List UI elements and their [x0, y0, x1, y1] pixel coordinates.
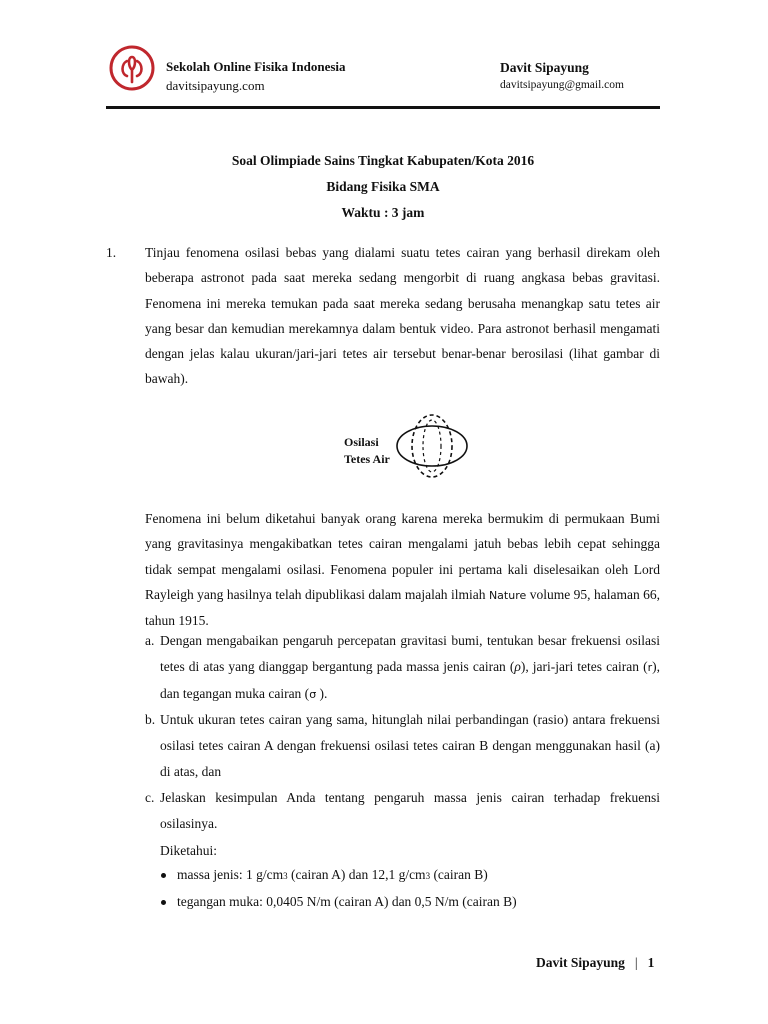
- document-title: [106, 148, 660, 226]
- surface-tension-text: tegangan muka: 0,0405 N/m (cairan A) dan 0,5 N/m (cairan B): [177, 894, 517, 909]
- subquestion-a: [145, 628, 660, 708]
- subquestion-c-text: Jelaskan kesimpulan Anda tentang pengaruh massa jenis cairan terhadap frekuensi osilasinya.: [160, 790, 660, 831]
- footer-separator: |: [634, 955, 638, 970]
- page-number: 1: [647, 955, 655, 970]
- subquestion-a-letter: a.: [145, 633, 155, 648]
- drop-horizontal-ellipse: [397, 426, 467, 466]
- known-item-density: [160, 862, 517, 889]
- figure-label-line-2: Tetes Air: [344, 452, 390, 466]
- figure-label-line-1: Osilasi: [344, 435, 379, 449]
- journal-name: Nature: [488, 588, 527, 602]
- bullet-icon: [161, 900, 166, 905]
- oscillating-drop-figure: [394, 412, 470, 480]
- context-paragraph: [145, 506, 660, 633]
- question-number: 1.: [106, 245, 117, 260]
- header-divider: [106, 106, 660, 109]
- bullet-icon: [161, 873, 166, 878]
- density-exponent-1: 3: [283, 871, 288, 881]
- sigma-symbol: σ: [309, 688, 317, 701]
- r-symbol: r: [647, 661, 653, 674]
- phi-logo-icon: [108, 44, 156, 92]
- sub-a-text-3: ), dan tegangan muka cairan (: [160, 659, 660, 701]
- subquestion-c: [145, 785, 660, 837]
- author-email: davitsipayung@gmail.com: [500, 79, 624, 91]
- rho-symbol: ρ: [514, 659, 521, 674]
- title-line-1: Soal Olimpiade Sains Tingkat Kabupaten/Kota 2016: [231, 153, 535, 168]
- subquestion-b: [145, 707, 660, 785]
- footer-author: Davit Sipayung: [536, 955, 625, 970]
- figure-label: [344, 434, 390, 468]
- sub-a-text-2: ), jari-jari tetes cairan (: [520, 659, 648, 674]
- question-intro: Tinjau fenomena osilasi bebas yang dialami suatu tetes cairan yang berhasil direkam oleh beberapa astronot pada saat mereka sedang mengorbit di ruang angkasa bebas gravitasi. Fenomena ini mereka temukan pada saat mereka sedang berusaha menangkap satu tetes air yang besar dan kemudian merekamnya dalam bentuk video. Para astronot berhasil mengamati dengan jelas kalau ukuran/jari-jari tetes air tersebut benar-benar berosilasi (lihat gambar di bawah).: [145, 245, 660, 387]
- title-line-2: Bidang Fisika SMA: [326, 179, 440, 194]
- context-text-before: Fenomena ini belum diketahui banyak orang karena mereka bermukim di permukaan Bumi yang gravitasinya mengakibatkan tetes cairan mengalami jatuh bebas lebih cepat sehingga tidak sempat mengalami osilasi. Fenomena populer ini pertama kali diselesaikan oleh Lord Rayleigh yang hasilnya telah dipublikasi dalam majalah ilmiah: [145, 511, 660, 602]
- org-site: davitsipayung.com: [166, 78, 265, 93]
- density-text-1: massa jenis: 1 g/cm: [177, 867, 284, 882]
- density-text-3: (cairan B): [430, 867, 488, 882]
- subquestion-c-letter: c.: [145, 790, 155, 805]
- known-item-surface-tension: [160, 889, 517, 915]
- drop-vertical-ellipse: [412, 415, 452, 477]
- subquestion-a-text: [160, 628, 660, 708]
- sub-a-text-4: ).: [319, 686, 328, 701]
- density-exponent-2: 3: [425, 871, 431, 881]
- known-list: [160, 862, 517, 915]
- title-line-3: Waktu : 3 jam: [341, 205, 425, 220]
- sub-a-text-1: Dengan mengabaikan pengaruh percepatan gravitasi bumi, tentukan besar frekuensi osilasi tetes di atas yang dianggap bergantung pada massa jenis cairan (: [160, 633, 660, 674]
- drop-inner-ellipse: [423, 420, 441, 472]
- context-text-after: volume 95, halaman 66, tahun 1915.: [145, 586, 661, 629]
- author-name: Davit Sipayung: [500, 60, 589, 75]
- known-label: Diketahui:: [160, 843, 217, 858]
- subquestion-b-letter: b.: [145, 712, 156, 727]
- page-footer: [536, 955, 654, 971]
- org-name: Sekolah Online Fisika Indonesia: [166, 59, 346, 74]
- subquestion-b-text: Untuk ukuran tetes cairan yang sama, hitunglah nilai perbandingan (rasio) antara frekuensi osilasi tetes cairan A dengan frekuensi osilasi tetes cairan B dengan menggunakan hasil (a) di atas, dan: [160, 712, 660, 779]
- density-text-2: (cairan A) dan 12,1 g/cm: [287, 867, 426, 882]
